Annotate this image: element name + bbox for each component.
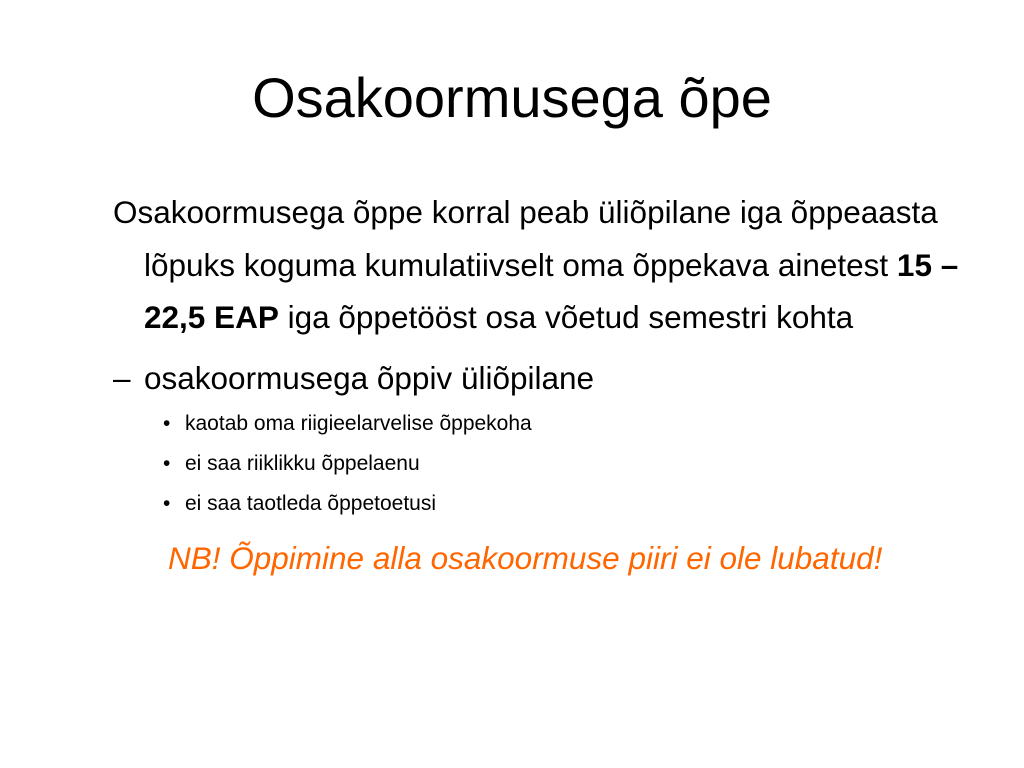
list-item-text: ei saa taotleda õppetoetusi [185, 491, 437, 515]
list-item-text: ei saa riiklikku õppelaenu [185, 451, 420, 475]
main-paragraph [113, 186, 973, 344]
list-item [163, 404, 973, 444]
dash-item-text: osakoormusega õppiv üliõpilane [144, 359, 595, 396]
slide-body [113, 186, 973, 584]
dash-marker: – [113, 359, 131, 396]
warning-note: NB! Õppimine alla osakoormuse piiri ei ole lubatud! [168, 539, 883, 576]
bullet-icon: • [163, 451, 171, 475]
dash-list-item [113, 352, 973, 404]
credit-range-bold: 15 – 22,5 EAP [144, 246, 959, 335]
list-item [163, 444, 973, 484]
consequence-list [113, 404, 973, 524]
main-paragraph-text-end: iga õppetööst osa võetud semestri kohta [278, 299, 854, 335]
list-item-text: kaotab oma riigieelarvelise õppekoha [185, 411, 532, 435]
main-paragraph-text: Osakoormusega õppe korral peab üliõpilane iga õppeaasta lõpuks koguma kumulatiivselt oma õppekava ainetest [113, 194, 938, 283]
bullet-icon: • [163, 411, 171, 435]
slide-title: Osakoormusega õpe [252, 66, 772, 129]
list-item [163, 484, 973, 524]
bullet-icon: • [163, 491, 171, 515]
